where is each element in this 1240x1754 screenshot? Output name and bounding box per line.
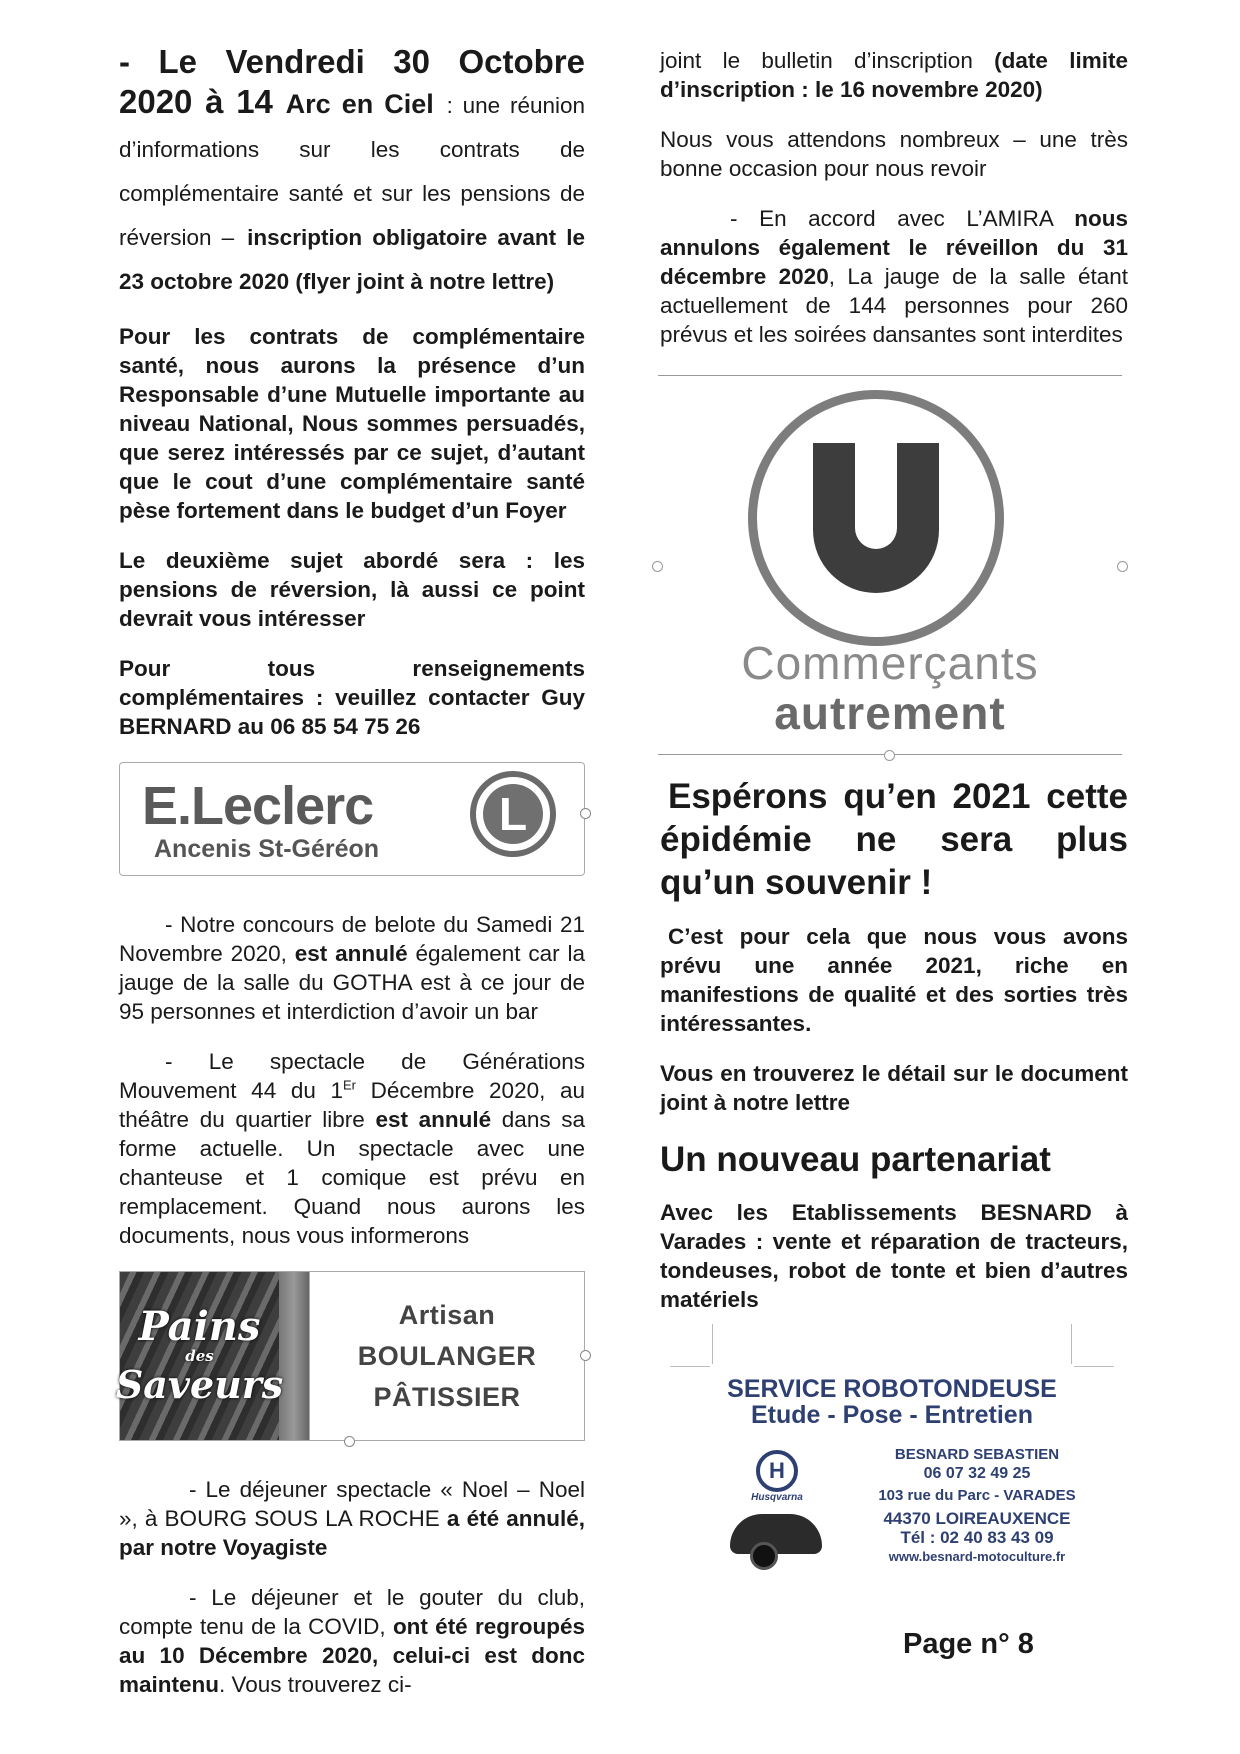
intro-date: - Le Vendredi 30 Octobre 2020 à 14 xyxy=(119,43,585,120)
attendons-paragraph: Nous vous attendons nombreux – une très bonne occasion pour nous revoir xyxy=(660,127,1128,181)
intro-place: Arc en Ciel xyxy=(285,89,434,119)
left-column xyxy=(115,42,586,1720)
leclerc-location: Ancenis St-Géréon xyxy=(154,835,380,863)
right-column xyxy=(660,46,1128,1566)
resize-handle xyxy=(344,1436,355,1447)
resize-handle xyxy=(652,561,663,572)
besnard-title: SERVICE ROBOTONDEUSE xyxy=(727,1375,1057,1403)
leclerc-ad xyxy=(119,762,585,876)
intro-deadline: inscription obligatoire avant le 23 octobre 2020 (flyer joint à notre lettre) xyxy=(119,225,585,294)
besnard-contact: BESNARD SEBASTIEN 06 07 32 49 25 103 rue du Parc - VARADES 44370 LOIREAUXENCE Tél : 02 40 83 43 09 www.besnard-motoculture.fr xyxy=(878,1446,1076,1564)
super-u-ad xyxy=(658,375,1122,755)
gouter-paragraph: - Le déjeuner et le gouter du club, compte tenu de la COVID, ont été regroupés au 10 Décembre 2020, celui-ci est donc maintenu. Vous trouverez ci- xyxy=(119,1585,585,1697)
boulanger-text: Artisan BOULANGER PÂTISSIER xyxy=(309,1272,584,1440)
mutuelle-paragraph: Pour les contrats de complémentaire santé, nous aurons la présence d’un Responsable d’une Mutuelle importante au niveau National, Nous sommes persuadés, que serez intéressés par ce sujet, d’autant que le cout d’une complémentaire santé pèse fortement dans le budget d’un Foyer xyxy=(119,324,585,523)
resize-handle xyxy=(884,750,895,761)
resize-handle xyxy=(580,808,591,819)
bread-photo: Pains des Saveurs xyxy=(120,1272,279,1440)
robot-mower-icon xyxy=(730,1514,822,1554)
inscription-paragraph: joint le bulletin d’inscription (date limite d’inscription : le 16 novembre 2020) xyxy=(660,48,1128,102)
reveillon-paragraph: - En accord avec L’AMIRA nous annulons également le réveillon du 31 décembre 2020, La jauge de la salle étant actuellement de 144 personnes pour 260 prévus et les soirées dansantes sont interdites xyxy=(660,206,1129,347)
besnard-ad xyxy=(672,1336,1112,1566)
super-u-slogan-line2: autrement xyxy=(774,687,1006,739)
leclerc-logo-icon: L xyxy=(470,771,556,857)
esperons-heading: Espérons qu’en 2021 cette épidémie ne sera plus qu’un souvenir ! xyxy=(660,777,1128,902)
super-u-slogan-line1: Commerçants xyxy=(741,637,1039,689)
contact-paragraph: Pour tous renseignements complémentaires : veuillez contacter Guy BERNARD au 06 85 54 75 26 xyxy=(119,656,585,739)
besnard-subtitle: Etude - Pose - Entretien xyxy=(751,1401,1033,1429)
reversion-paragraph: Le deuxième sujet abordé sera : les pensions de réversion, là aussi ce point devrait vous intéresser xyxy=(119,548,585,631)
intro-body: : une réunion d’informations sur les contrats de complémentaire santé et sur les pensions de réversion – xyxy=(119,93,586,250)
boulanger-ad xyxy=(115,1271,585,1441)
resize-handle xyxy=(1117,561,1128,572)
partenariat-heading: Un nouveau partenariat xyxy=(660,1140,1051,1179)
super-u-logo-icon xyxy=(748,390,1004,646)
leclerc-brand: E.Leclerc xyxy=(142,776,374,836)
spectacle-paragraph: - Le spectacle de Générations Mouvement 44 du 1Er Décembre 2020, au théâtre du quartier libre est annulé dans sa forme actuelle. Un spectacle avec une chanteuse et 1 comique est prévu en remplacement. Quand nous aurons les documents, nous vous informerons xyxy=(119,1049,585,1248)
intro-paragraph xyxy=(119,42,585,302)
husqvarna-logo-icon: H Husqvarna xyxy=(732,1450,822,1503)
page-number: Page n° 8 xyxy=(903,1628,1034,1660)
dejeuner-noel-paragraph: - Le déjeuner spectacle « Noel – Noel », à BOURG SOUS LA ROCHE a été annulé, par notre Voyagiste xyxy=(119,1477,585,1560)
partenariat-paragraph: Avec les Etablissements BESNARD à Varades : vente et réparation de tracteurs, tondeuses, robot de tonte et bien d’autres matériels xyxy=(660,1200,1128,1312)
resize-handle xyxy=(580,1350,591,1361)
prevu-paragraph: C’est pour cela que nous vous avons prévu une année 2021, riche en manifestions de qualité et des sorties très intéressantes. xyxy=(660,924,1128,1036)
detail-paragraph: Vous en trouverez le détail sur le document joint à notre lettre xyxy=(660,1061,1128,1115)
belote-paragraph: - Notre concours de belote du Samedi 21 Novembre 2020, est annulé également car la jauge de la salle du GOTHA est à ce jour de 95 personnes et interdiction d’avoir un bar xyxy=(119,912,585,1024)
